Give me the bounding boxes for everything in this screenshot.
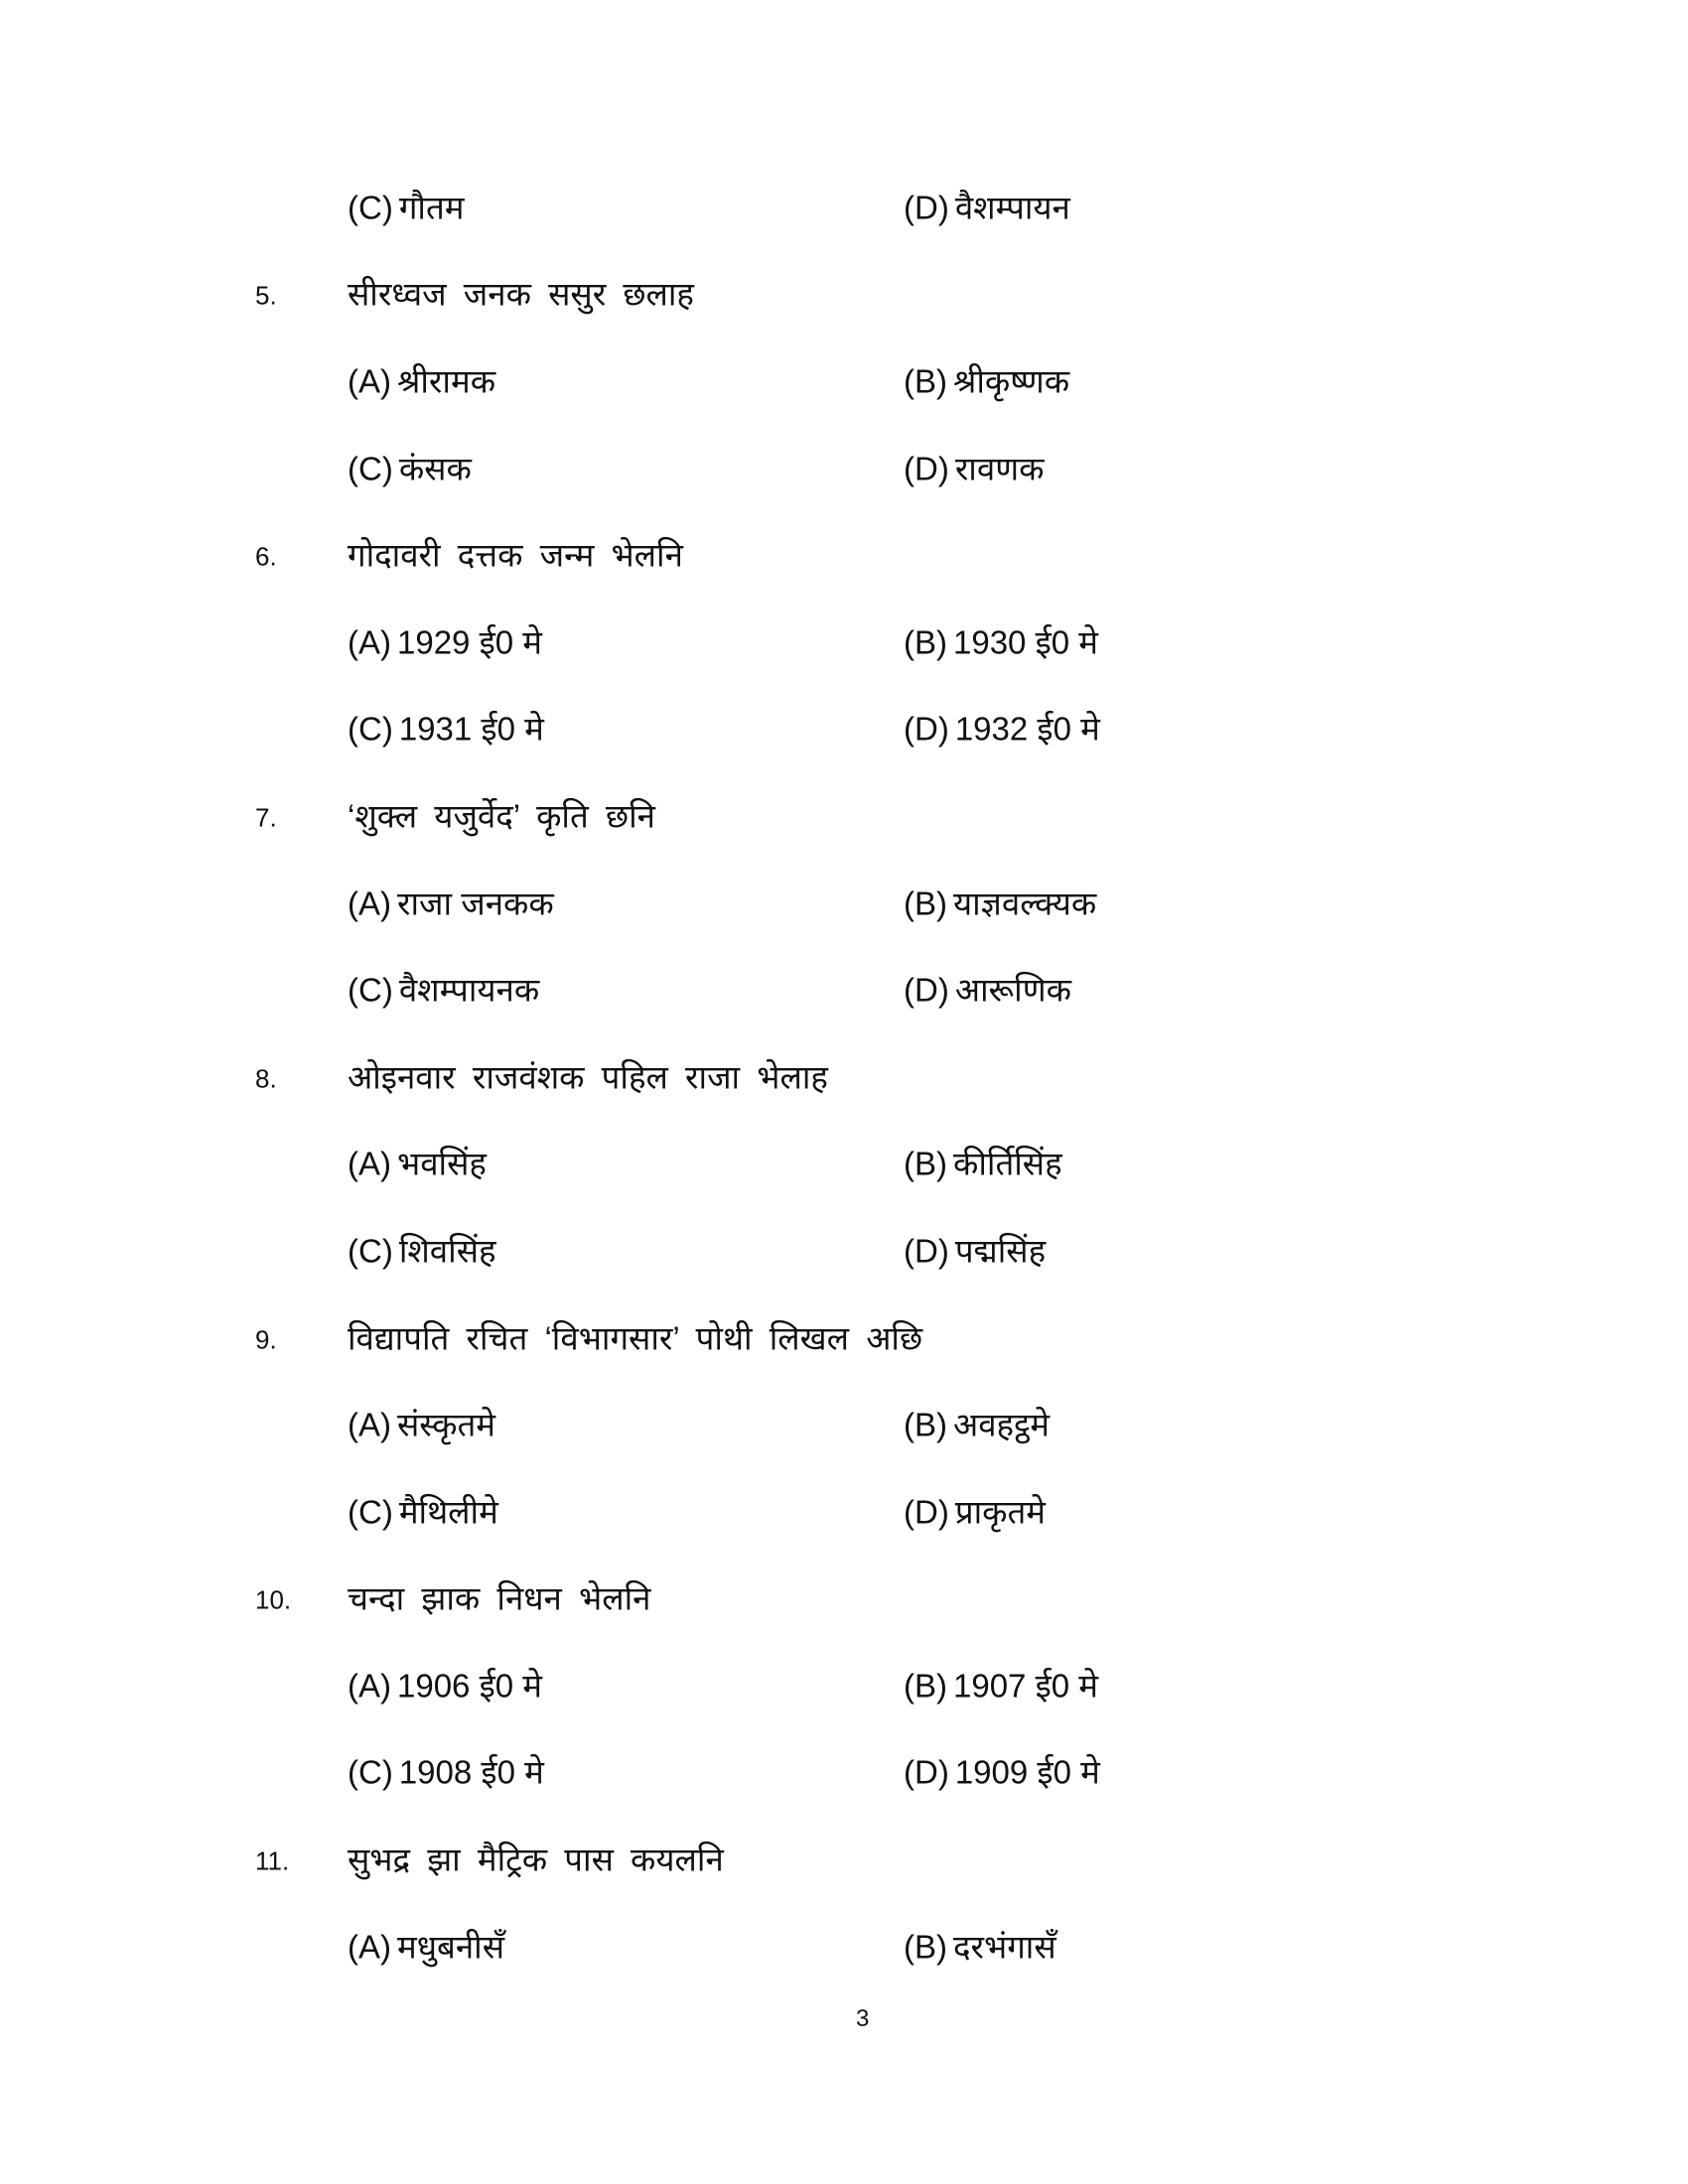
option-label: (A) [348,1928,391,1966]
option-label: (D) [904,710,949,748]
option-label: (A) [348,1145,391,1182]
question-text: गोदावरी दत्तक जन्म भेलनि [348,536,683,574]
option-text: रावणक [954,450,1045,487]
question-number: 10. [255,1584,292,1615]
option-text: वैशम्पायन [954,189,1070,226]
option-label: (C) [348,1232,393,1270]
answer-option [348,967,539,1012]
answer-option [904,880,1096,924]
answer-option [904,618,1098,663]
option-label: (A) [348,623,391,661]
option-label: (A) [348,1667,391,1705]
option-label: (B) [904,1667,947,1705]
option-label: (B) [904,623,947,661]
options-row [0,1641,1688,1728]
answer-option [904,1402,1050,1446]
option-text: श्रीरामक [397,362,496,400]
question-number: 9. [255,1324,277,1355]
option-label: (C) [348,1493,393,1531]
question-text: सीरध्वज जनक ससुर छलाह [348,275,694,313]
option-text: प्राकृतमे [954,1493,1047,1531]
answer-option [904,1923,1056,1968]
option-text: याज्ञवल्क्यक [953,885,1097,922]
option-text: श्रीकृष्णक [953,362,1070,400]
answer-option [348,1227,496,1272]
option-label: (C) [348,710,393,748]
option-label: (D) [904,1493,949,1531]
option-label: (D) [904,189,949,226]
option-label: (C) [348,1753,393,1791]
answer-option [348,706,544,751]
option-label: (D) [904,1232,949,1270]
option-text: 1906 ई0 मे [397,1667,543,1705]
question-text: ‘शुक्ल यजुर्वेद’ कृति छनि [348,797,655,835]
option-label: (B) [904,1406,947,1443]
answer-option [904,1749,1100,1794]
options-row [0,1380,1688,1467]
answer-option [904,706,1100,751]
option-label: (D) [904,450,949,487]
option-text: 1932 ई0 मे [954,710,1100,748]
question-list [0,163,1688,1988]
option-label: (D) [904,971,949,1009]
option-text: भवसिंह [397,1145,487,1182]
question-number: 11. [255,1845,290,1876]
answer-option [348,880,554,924]
question-text: विद्यापति रचित ‘विभागसार’ पोथी लिखल अछि [348,1319,923,1357]
option-text: 1908 ई0 मे [398,1753,544,1791]
answer-option [348,357,495,402]
question-text: ओइनवार राजवंशक पहिल राजा भेलाह [348,1058,828,1096]
options-row [0,337,1688,424]
question-row [0,1032,1688,1120]
answer-option [348,1662,542,1706]
answer-option [904,357,1069,402]
options-row [0,424,1688,511]
option-text: शिवसिंह [398,1232,496,1270]
options-row [0,1902,1688,1989]
option-text: अवहट्ठमे [953,1406,1050,1443]
options-row [0,1467,1688,1555]
answer-option [348,1141,487,1185]
answer-option [904,1141,1062,1185]
answer-option [348,1402,495,1446]
option-label: (B) [904,885,947,922]
answer-option [904,445,1044,489]
options-row [0,1728,1688,1816]
answer-option [904,967,1071,1012]
answer-option [348,1923,504,1968]
option-label: (B) [904,1145,947,1182]
option-text: संस्कृतमे [397,1406,496,1443]
option-label: (A) [348,362,391,400]
option-text: दरभंगासँ [953,1928,1056,1966]
option-label: (C) [348,450,393,487]
question-number: 6. [255,541,277,572]
option-text: 1909 ई0 मे [954,1753,1100,1791]
answer-option [348,445,472,489]
option-text: गौतम [398,189,465,226]
options-row [0,685,1688,772]
option-text: 1931 ई0 मे [398,710,544,748]
answer-option [904,1227,1046,1272]
option-text: मधुबनीसँ [397,1928,505,1966]
answer-option [348,1488,498,1533]
options-row [0,1206,1688,1294]
answer-option [904,1488,1046,1533]
options-row [0,1120,1688,1207]
question-row [0,1555,1688,1642]
options-row [0,945,1688,1032]
options-row [0,163,1688,250]
option-text: आरूणिक [954,971,1071,1009]
question-row [0,1294,1688,1381]
option-label: (B) [904,1928,947,1966]
question-text: चन्दा झाक निधन भेलनि [348,1579,651,1617]
option-text: राजा जनकक [397,885,554,922]
option-text: 1930 ई0 मे [953,623,1099,661]
question-row [0,510,1688,598]
question-row [0,1815,1688,1902]
option-text: मैथिलीमे [398,1493,498,1531]
option-text: पद्मसिंह [954,1232,1047,1270]
page-number: 3 [856,2005,870,2032]
option-label: (A) [348,1406,391,1443]
answer-option [904,1662,1098,1706]
option-label: (B) [904,362,947,400]
options-row [0,598,1688,685]
option-text: 1907 ई0 मे [953,1667,1099,1705]
question-text: सुभद्र झा मैट्रिक पास कयलनि [348,1841,724,1878]
question-number: 8. [255,1063,277,1094]
option-label: (C) [348,189,393,226]
option-text: 1929 ई0 मे [397,623,543,661]
question-number: 7. [255,802,277,833]
option-label: (D) [904,1753,949,1791]
answer-option [348,184,464,228]
question-row [0,250,1688,338]
option-text: कीर्तिसिंह [953,1145,1062,1182]
option-label: (A) [348,885,391,922]
option-text: वैशम्पायनक [398,971,540,1009]
answer-option [348,1749,544,1794]
option-label: (C) [348,971,393,1009]
options-row [0,859,1688,946]
option-text: कंसक [398,450,472,487]
question-number: 5. [255,280,277,311]
answer-option [904,184,1070,228]
question-row [0,771,1688,859]
answer-option [348,618,542,663]
